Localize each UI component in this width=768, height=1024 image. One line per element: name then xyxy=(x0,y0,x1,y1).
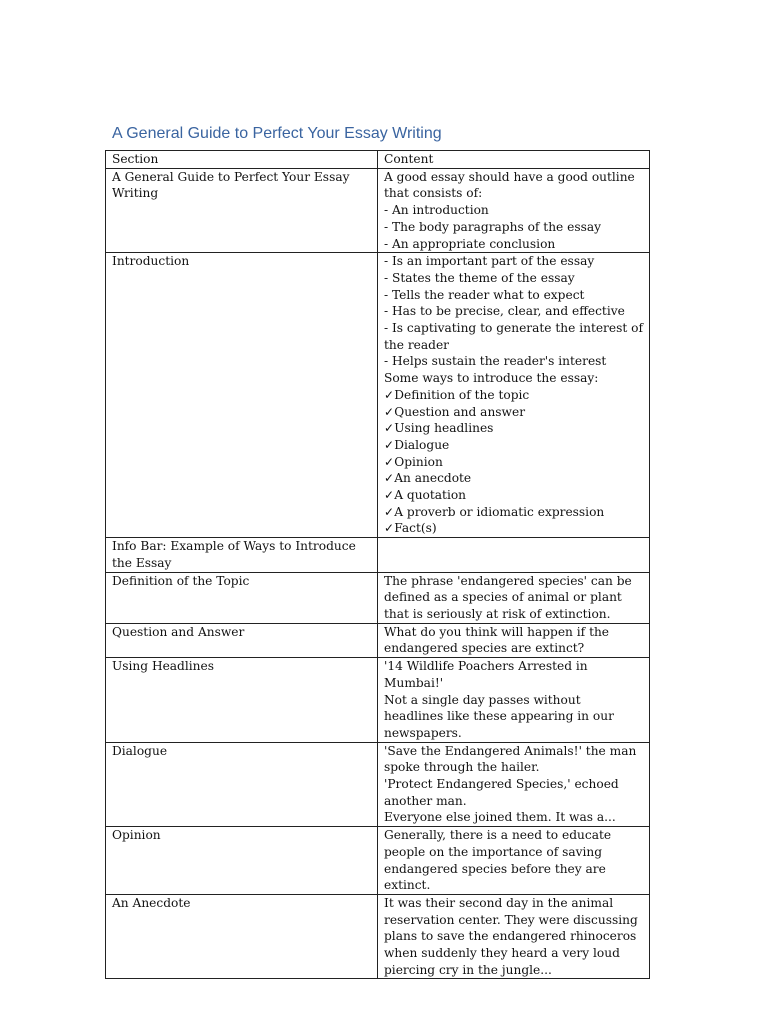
content-line: - An introduction xyxy=(384,203,489,218)
essay-guide-table xyxy=(105,150,650,979)
checklist-item: ✓ A proverb or idiomatic expression xyxy=(384,504,643,521)
table-row xyxy=(106,253,650,538)
content-line: - An appropriate conclusion xyxy=(384,236,556,251)
content-line: - Is captivating to generate the interest of the reader xyxy=(384,321,643,352)
checklist-item: ✓ Fact(s) xyxy=(384,520,643,537)
table-row xyxy=(106,827,650,895)
table-row xyxy=(106,623,650,657)
checklist-item: ✓ An anecdote xyxy=(384,470,643,487)
checklist-item: ✓ Using headlines xyxy=(384,420,643,437)
content-cell xyxy=(378,538,650,572)
content-line: Generally, there is a need to educate people on the importance of saving endangered species before they are extinct. xyxy=(384,828,612,893)
content-cell xyxy=(378,827,650,895)
column-header-section: Section xyxy=(106,151,378,169)
content-line: Some ways to introduce the essay: xyxy=(384,371,599,386)
content-line: - Tells the reader what to expect xyxy=(384,287,585,302)
content-cell xyxy=(378,742,650,827)
section-cell: Question and Answer xyxy=(106,623,378,657)
content-line: - Helps sustain the reader's interest xyxy=(384,354,607,369)
content-line: 'Protect Endangered Species,' echoed another man. xyxy=(384,777,619,808)
checklist-item: ✓ A quotation xyxy=(384,487,643,504)
checklist-item: ✓ Opinion xyxy=(384,454,643,471)
table-row xyxy=(106,538,650,572)
content-line: 'Save the Endangered Animals!' the man spoke through the hailer. xyxy=(384,743,637,775)
content-cell xyxy=(378,623,650,657)
section-cell: Dialogue xyxy=(106,742,378,827)
section-cell: A General Guide to Perfect Your Essay Writing xyxy=(106,168,378,253)
content-line: - Has to be precise, clear, and effective xyxy=(384,304,625,319)
table-row xyxy=(106,168,650,253)
content-line: - The body paragraphs of the essay xyxy=(384,219,602,234)
content-line: A good essay should have a good outline that consists of: xyxy=(384,169,635,201)
checklist-item: ✓ Question and answer xyxy=(384,404,643,421)
content-line: The phrase 'endangered species' can be defined as a species of animal or plant that is seriously at risk of extinction. xyxy=(384,573,632,621)
table-row xyxy=(106,658,650,743)
section-cell: An Anecdote xyxy=(106,894,378,979)
section-cell: Opinion xyxy=(106,827,378,895)
content-cell xyxy=(378,894,650,979)
content-line: - States the theme of the essay xyxy=(384,270,575,285)
section-cell: Introduction xyxy=(106,253,378,538)
content-line: '14 Wildlife Poachers Arrested in Mumbai!' xyxy=(384,659,588,690)
content-cell xyxy=(378,168,650,253)
checklist-item: ✓ Dialogue xyxy=(384,437,643,454)
table-row xyxy=(106,572,650,623)
content-line: - Is an important part of the essay xyxy=(384,254,595,269)
column-header-content: Content xyxy=(378,151,650,169)
table-header-row xyxy=(106,151,650,169)
table-row xyxy=(106,894,650,979)
content-cell xyxy=(378,572,650,623)
content-line: Everyone else joined them. It was a... xyxy=(384,810,616,825)
section-cell: Info Bar: Example of Ways to Introduce the Essay xyxy=(106,538,378,572)
document-title: A General Guide to Perfect Your Essay Writing xyxy=(112,125,442,142)
content-line: It was their second day in the animal reservation center. They were discussing plans to save the endangered rhinoceros when suddenly they heard a very loud piercing cry in the jungle... xyxy=(384,895,638,977)
section-cell: Using Headlines xyxy=(106,658,378,743)
content-line: Not a single day passes without headlines like these appearing in our newspapers. xyxy=(384,692,614,740)
table-row xyxy=(106,742,650,827)
section-cell: Definition of the Topic xyxy=(106,572,378,623)
content-cell xyxy=(378,658,650,743)
content-cell xyxy=(378,253,650,538)
content-line: What do you think will happen if the endangered species are extinct? xyxy=(384,624,610,656)
checklist-item: ✓ Definition of the topic xyxy=(384,387,643,404)
